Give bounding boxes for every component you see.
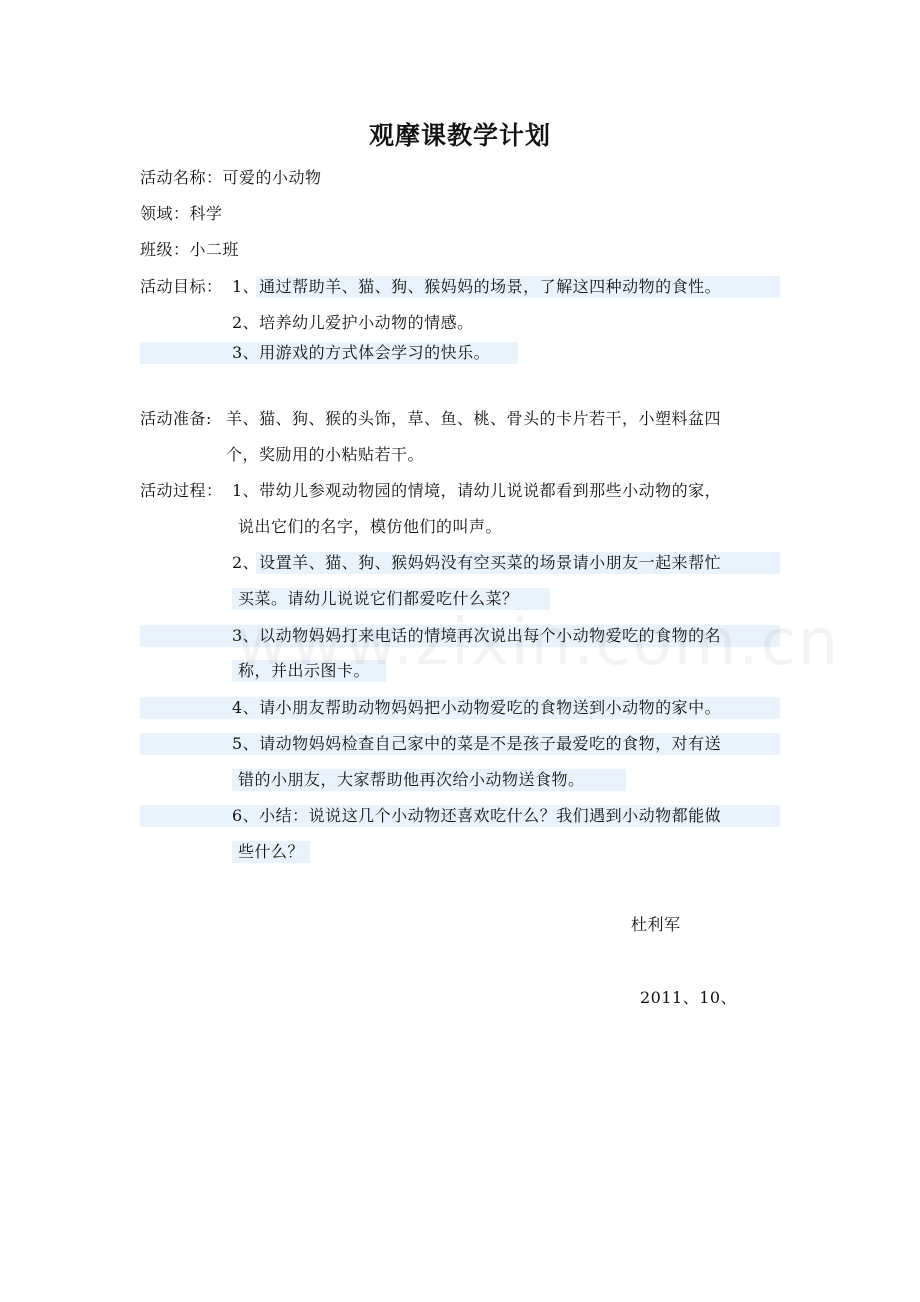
goal-item-1: 1、通过帮助羊、猫、狗、猴妈妈的场景，了解这四种动物的食性。 xyxy=(232,277,722,296)
author-name: 杜利军 xyxy=(631,915,681,934)
process-step-6-line-1: 6、小结：说说这几个小动物还喜欢吃什么？我们遇到小动物都能做 xyxy=(232,806,722,825)
process-step-2-line-1: 2、设置羊、猫、狗、猴妈妈没有空买菜的场景请小朋友一起来帮忙 xyxy=(232,553,722,572)
process-step-6-line-2: 些什么？ xyxy=(238,842,305,861)
process-step-5-line-1: 5、请动物妈妈检查自己家中的菜是不是孩子最爱吃的食物，对有送 xyxy=(232,734,722,753)
process-step-1-line-1: 1、带幼儿参观动物园的情境，请幼儿说说都看到那些小动物的家， xyxy=(232,481,722,500)
process-step-3-line-1: 3、以动物妈妈打来电话的情境再次说出每个小动物爱吃的食物的名 xyxy=(232,626,722,645)
activity-name-field: 活动名称：可爱的小动物 xyxy=(140,168,322,187)
date-text: 2011、10、 xyxy=(640,988,738,1007)
page-title: 观摩课教学计划 xyxy=(368,121,551,150)
domain-field: 领域：科学 xyxy=(140,204,223,223)
process-step-3-line-2: 称，并出示图卡。 xyxy=(238,661,371,680)
preparation-line-1: 羊、猫、狗、猴的头饰，草、鱼、桃、骨头的卡片若干，小塑料盆四 xyxy=(226,409,722,428)
preparation-line-2: 个，奖励用的小粘贴若干。 xyxy=(226,445,425,464)
class-field: 班级：小二班 xyxy=(140,240,240,259)
goal-item-3: 3、用游戏的方式体会学习的快乐。 xyxy=(232,343,491,362)
process-step-2-line-2: 买菜。请幼儿说说它们都爱吃什么菜？ xyxy=(238,589,519,608)
goal-item-2: 2、培养幼儿爱护小动物的情感。 xyxy=(232,313,474,332)
process-label: 活动过程： xyxy=(140,481,223,500)
process-step-4-line-1: 4、请小朋友帮助动物妈妈把小动物爱吃的食物送到小动物的家中。 xyxy=(232,698,722,717)
process-step-5-line-2: 错的小朋友，大家帮助他再次给小动物送食物。 xyxy=(238,770,585,789)
goals-label: 活动目标： xyxy=(140,277,223,296)
preparation-label: 活动准备: xyxy=(140,409,212,428)
process-step-1-line-2: 说出它们的名字，模仿他们的叫声。 xyxy=(238,517,503,536)
